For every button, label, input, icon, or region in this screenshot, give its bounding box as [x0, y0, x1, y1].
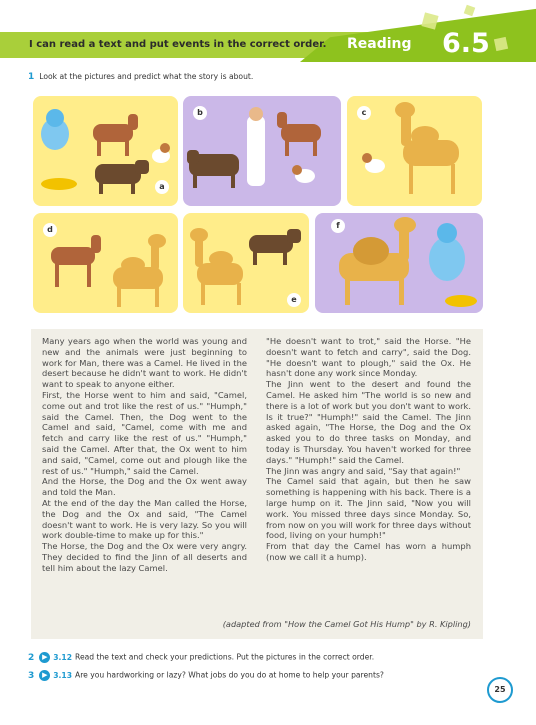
unit-number: 6.5	[442, 28, 490, 59]
story-paragraph: "He doesn't want to trot," said the Horse. "He doesn't want to fetch and carry", said the Dog. "He doesn't want to plough," said the Ox. He hasn't done any work since Monday.	[266, 336, 471, 379]
story-paragraph: From that day the Camel has worn a humph (now we call it a hump).	[266, 541, 471, 562]
lesson-objective: I can read a text and put events in the correct order.	[29, 39, 327, 50]
audio-track-number: 3.12	[53, 652, 73, 662]
story-credit: (adapted from "How the Camel Got His Hump" by R. Kipling)	[222, 619, 471, 629]
story-column-right	[266, 336, 471, 563]
story-paragraph: The Camel said that again, but then he saw something is happening with his back. There is a large hump on it. The Jinn said, "Now you will work. You missed three days since Monday. So, from now on you will work for three days without food, living on your humph!"	[266, 476, 471, 541]
audio-track-number: 3.13	[53, 670, 73, 680]
task-3	[28, 670, 384, 681]
task-number: 1	[28, 72, 35, 82]
picture-a	[33, 96, 178, 206]
story-paragraph: At the end of the day the Man called the Horse, the Dog and the Ox and said, "The Camel doesn't want to work. He is very lazy. So you will work double-time to make up for this."	[42, 497, 247, 541]
task-number: 3	[28, 670, 35, 681]
task-text: Are you hardworking or lazy? What jobs do you do at home to help your parents?	[75, 670, 384, 680]
picture-b	[183, 96, 341, 206]
decor-square	[464, 5, 476, 17]
task-number: 2	[28, 652, 35, 663]
picture-label: f	[331, 219, 345, 233]
picture-label: e	[287, 293, 301, 307]
task-2	[28, 652, 374, 663]
picture-label: b	[193, 106, 207, 120]
audio-speaker-icon[interactable]: ▶	[39, 670, 50, 681]
story-column-left	[42, 336, 247, 574]
picture-label: c	[357, 106, 371, 120]
task-1	[28, 72, 253, 82]
story-text-box	[31, 329, 483, 639]
picture-e	[183, 213, 309, 313]
picture-label: d	[43, 223, 57, 237]
story-paragraph: And the Horse, the Dog and the Ox went away and told the Man.	[42, 476, 247, 498]
page-number: 25	[487, 677, 513, 703]
picture-c	[347, 96, 482, 206]
header-wedge	[300, 0, 536, 62]
picture-f	[315, 213, 483, 313]
story-paragraph: The Horse, the Dog and the Ox were very angry. They decided to find the Jinn of all deserts and tell him about the lazy Camel.	[42, 541, 247, 573]
section-title: Reading	[347, 36, 412, 52]
task-text: Read the text and check your predictions. Put the pictures in the correct order.	[75, 652, 375, 662]
story-paragraph: The Jinn went to the desert and found the Camel. He asked him "The world is so new and there is a lot of work but you don't want to work. Is it true?" "Humph!" said the Camel. The Jinn asked again, "The Horse, the Dog and the Ox asked you to do three tasks on Monday, and today is Thursday. You haven't worked for three days." "Humph!" said the Camel.	[266, 379, 471, 465]
picture-d	[33, 213, 178, 313]
task-text: Look at the pictures and predict what the story is about.	[39, 72, 254, 81]
decor-square	[494, 37, 508, 51]
audio-speaker-icon[interactable]: ▶	[39, 652, 50, 663]
picture-label: a	[155, 180, 169, 194]
story-paragraph: First, the Horse went to him and said, "Camel, come out and trot like the rest of us." "Humph," said the Camel. Then, the Dog went to the Camel and said, "Camel, come with me and fetch and carry like the rest of us." "Humph," said the Camel. After that, the Ox went to him and said, "Camel, come out and plough like the rest of us." "Humph," said the Camel.	[42, 389, 247, 476]
story-paragraph: Many years ago when the world was young and new and the animals were just beginning to work for Man, there was a Camel. He lived in the desert because he didn't want to work. He didn't want to speak to anyone either.	[42, 336, 247, 390]
story-paragraph: The Jinn was angry and said, "Say that again!"	[266, 465, 461, 476]
